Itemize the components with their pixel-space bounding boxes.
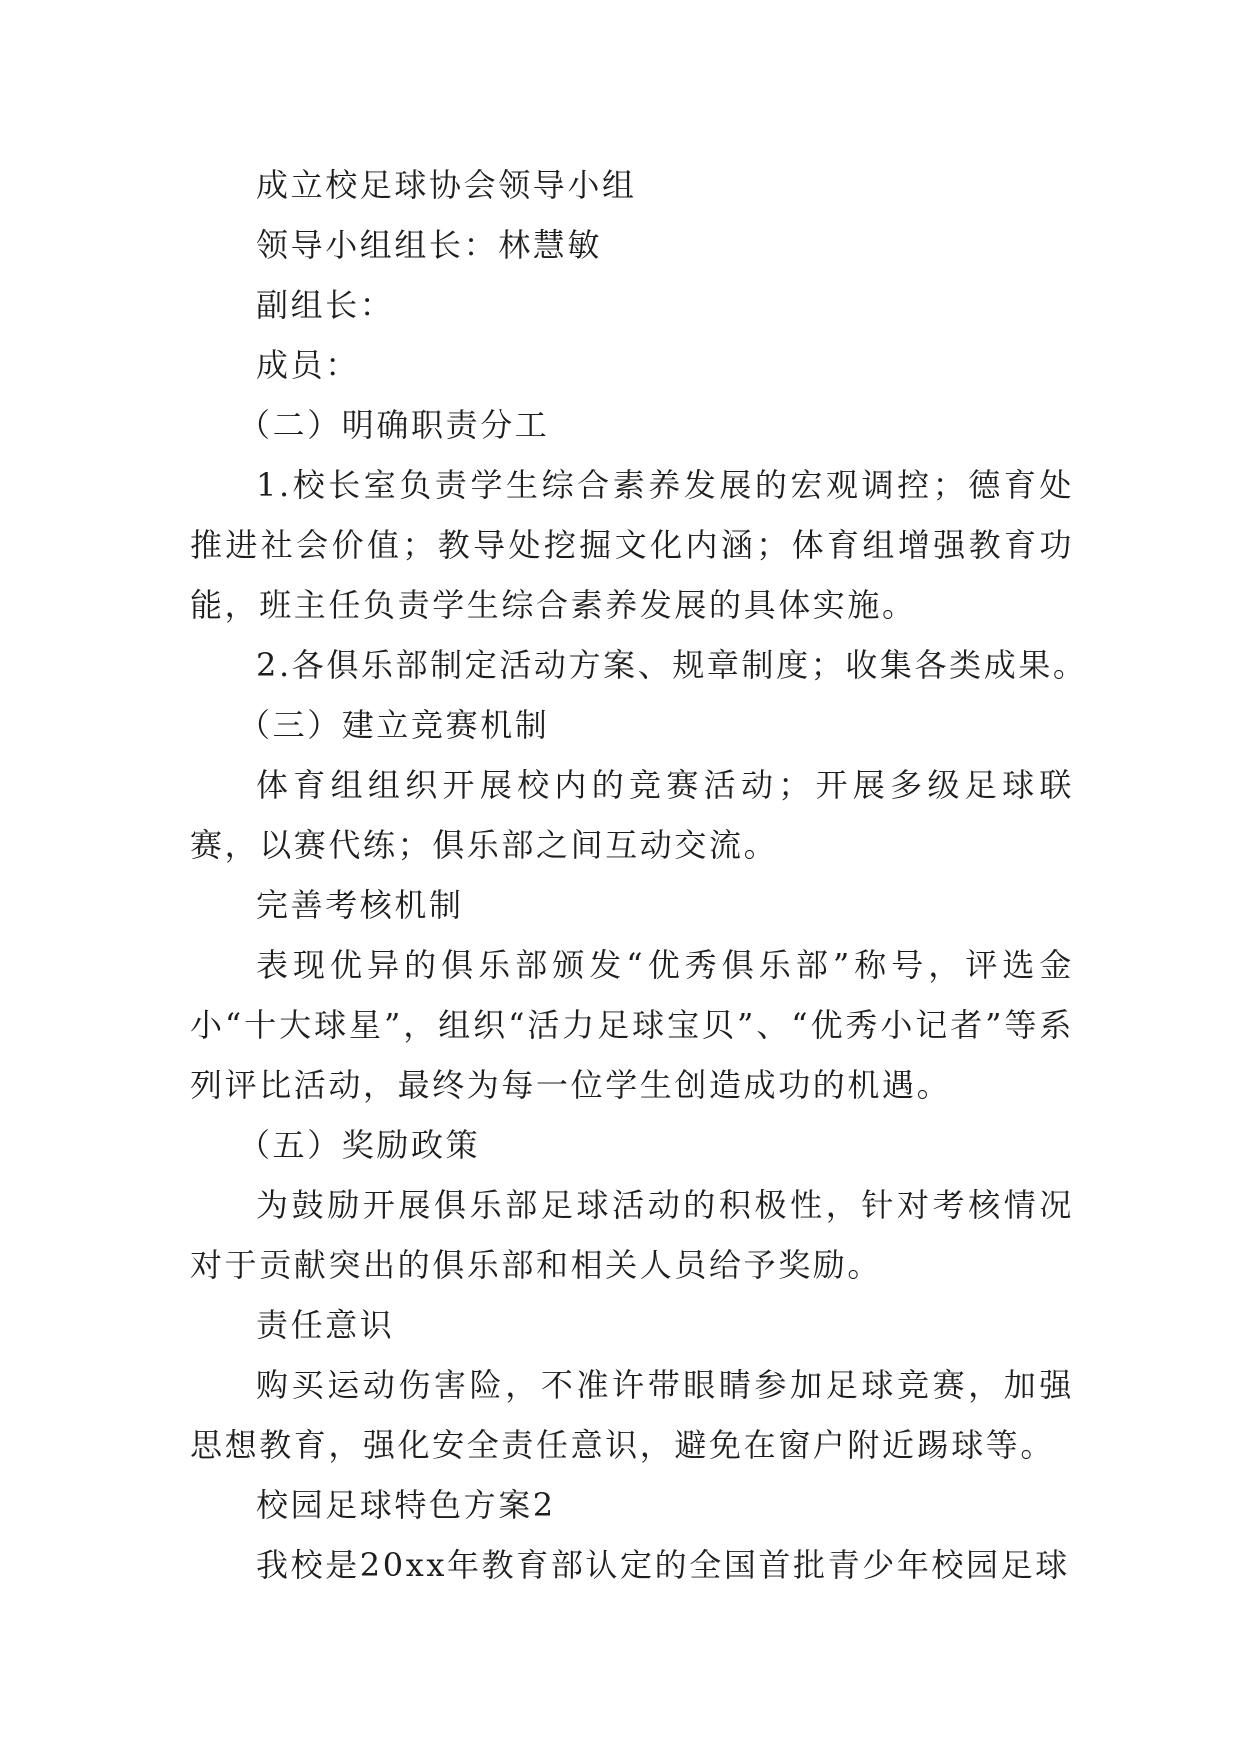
competition-paragraph: 体育组组织开展校内的竞赛活动；开展多级足球联赛，以赛代练；俱乐部之间互动交流。 [190, 766, 1074, 864]
group-leader-line: 领导小组组长：林慧敏 [256, 226, 603, 264]
section-3-heading: （三）建立竞赛机制 [238, 706, 550, 744]
document-body [190, 155, 1088, 1595]
section-5-heading: （五）奖励政策 [238, 1126, 481, 1164]
plan-2-title: 校园足球特色方案2 [256, 1486, 556, 1524]
section-2-heading: （二）明确职责分工 [238, 406, 550, 444]
members-line: 成员： [256, 346, 360, 384]
deputy-leader-line: 副组长： [256, 286, 395, 324]
safety-paragraph: 购买运动伤害险，不准许带眼睛参加足球竞赛，加强思想教育，强化安全责任意识，避免在窗户附近踢球等。 [190, 1366, 1074, 1464]
safety-heading: 责任意识 [256, 1306, 395, 1344]
assessment-heading: 完善考核机制 [256, 886, 464, 924]
responsibility-item-2: 2.各俱乐部制定活动方案、规章制度；收集各类成果。 [256, 646, 1088, 684]
plan-2-intro: 我校是20xx年教育部认定的全国首批青少年校园足球 [256, 1546, 1070, 1584]
responsibility-item-1: 1.校长室负责学生综合素养发展的宏观调控；德育处推进社会价值；教导处挖掘文化内涵；体育组增强教育功能，班主任负责学生综合素养发展的具体实施。 [190, 466, 1074, 624]
leadership-group-line: 成立校足球协会领导小组 [256, 166, 637, 204]
assessment-paragraph: 表现优异的俱乐部颁发“优秀俱乐部”称号，评选金小“十大球星”，组织“活力足球宝贝”、“优秀小记者”等系列评比活动，最终为每一位学生创造成功的机遇。 [190, 946, 1074, 1104]
reward-paragraph: 为鼓励开展俱乐部足球活动的积极性，针对考核情况对于贡献突出的俱乐部和相关人员给予奖励。 [190, 1186, 1074, 1284]
